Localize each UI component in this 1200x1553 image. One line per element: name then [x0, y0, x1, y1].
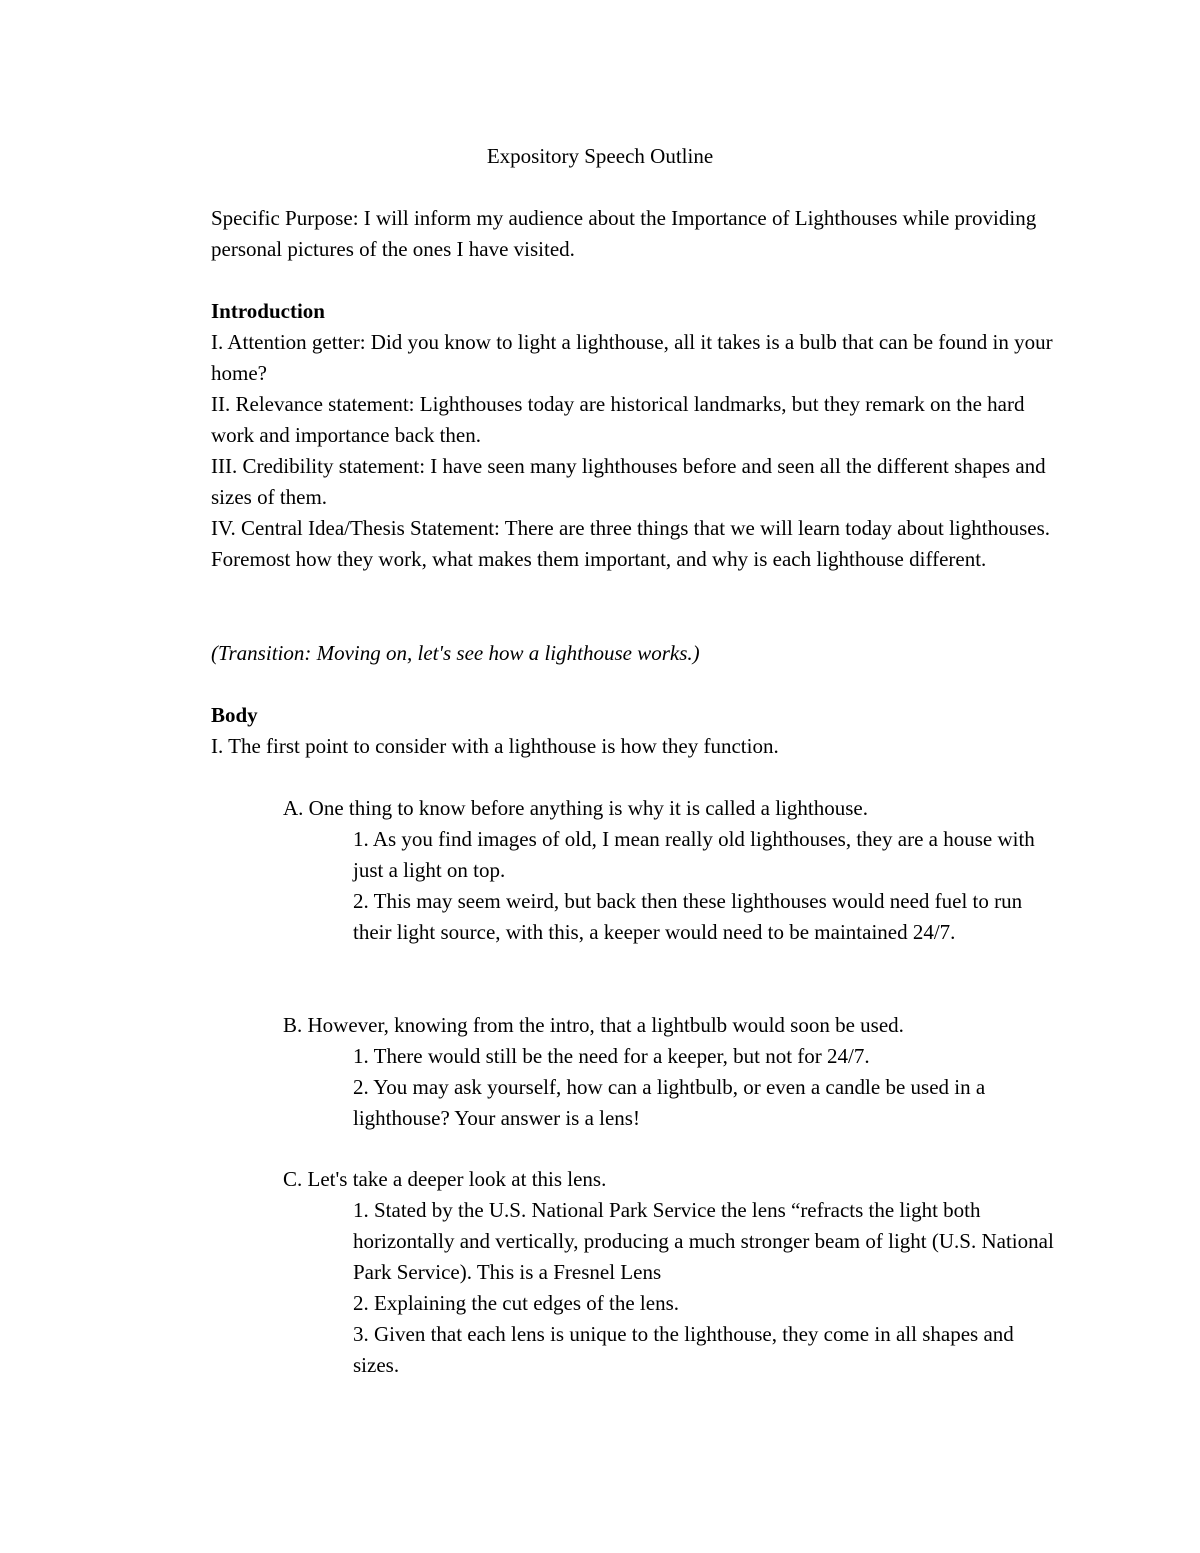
transition-text: (Transition: Moving on, let's see how a lighthouse works.)	[211, 641, 700, 665]
introduction-section	[211, 296, 1061, 575]
body-sub-b-item-1: 1. There would still be the need for a keeper, but not for 24/7.	[353, 1044, 870, 1068]
transition	[211, 638, 1061, 669]
body-sub-a-item-1: 1. As you find images of old, I mean really old lighthouses, they are a house with just a light on top.	[353, 827, 1035, 882]
body-sub-c-item-2: 2. Explaining the cut edges of the lens.	[353, 1291, 680, 1315]
intro-item-relevance: II. Relevance statement: Lighthouses today are historical landmarks, but they remark on the hard work and importance back then.	[211, 392, 1025, 447]
body-point-one: I. The first point to consider with a lighthouse is how they function.	[211, 734, 779, 758]
body-sub-a-label: A. One thing to know before anything is why it is called a lighthouse.	[283, 796, 868, 820]
body-section	[211, 700, 1061, 762]
body-sub-b-label: B. However, knowing from the intro, that a lightbulb would soon be used.	[283, 1013, 904, 1037]
body-sub-c-item-1: 1. Stated by the U.S. National Park Service the lens “refracts the light both horizontally and vertically, producing a much stronger beam of light (U.S. National Park Service). This is a Fresnel Lens	[353, 1198, 1054, 1284]
body-sub-b-item-2: 2. You may ask yourself, how can a lightbulb, or even a candle be used in a lighthouse? Your answer is a lens!	[353, 1075, 986, 1130]
intro-item-attention-getter: I. Attention getter: Did you know to light a lighthouse, all it takes is a bulb that can be found in your home?	[211, 330, 1053, 385]
document-title: Expository Speech Outline	[486, 144, 714, 168]
specific-purpose	[211, 203, 1061, 265]
body-sub-a-item-2: 2. This may seem weird, but back then these lighthouses would need fuel to run their light source, with this, a keeper would need to be maintained 24/7.	[353, 889, 1023, 944]
body-sub-c-item-3: 3. Given that each lens is unique to the lighthouse, they come in all shapes and sizes.	[353, 1322, 1014, 1377]
body-heading: Body	[211, 703, 258, 727]
body-sub-c-label: C. Let's take a deeper look at this lens.	[283, 1167, 607, 1191]
introduction-heading: Introduction	[211, 299, 325, 323]
intro-item-credibility: III. Credibility statement: I have seen many lighthouses before and seen all the different shapes and sizes of them.	[211, 454, 1046, 509]
specific-purpose-text: Specific Purpose: I will inform my audience about the Importance of Lighthouses while providing personal pictures of the ones I have visited.	[211, 206, 1037, 261]
intro-item-thesis: IV. Central Idea/Thesis Statement: There are three things that we will learn today about lighthouses. Foremost how they work, what makes them important, and why is each lighthouse different.	[211, 516, 1050, 571]
